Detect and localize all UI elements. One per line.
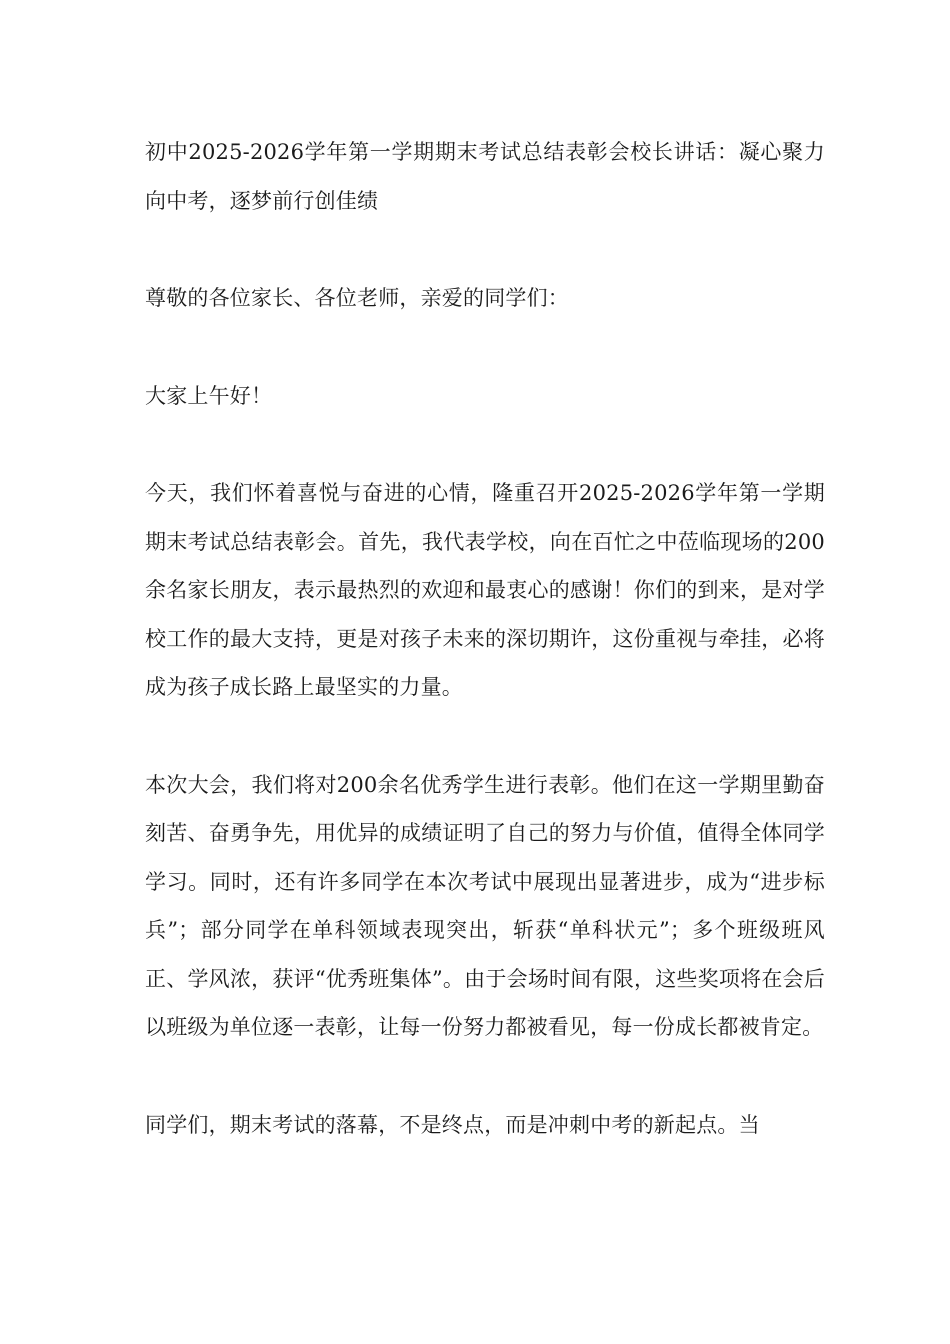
awards-paragraph: 本次大会，我们将对200余名优秀学生进行表彰。他们在这一学期里勤奋刻苦、奋勇争先，用优异的成绩证明了自己的努力与价值，值得全体同学学习。同时，还有许多同学在本次考试中展现出显著进步，成为“进步标兵”；部分同学在单科领域表现突出，斩获“单科状元”；多个班级班风正、学风浓，获评“优秀班集体”。由于会场时间有限，这些奖项将在会后以班级为单位逐一表彰，让每一份努力都被看见，每一份成长都被肯定。 [145, 772, 825, 1039]
closing-paragraph: 同学们，期末考试的落幕，不是终点，而是冲刺中考的新起点。当 [145, 1112, 760, 1137]
document-title: 初中2025-2026学年第一学期期末考试总结表彰会校长讲话：凝心聚力向中考，逐梦前行创佳绩 [145, 140, 825, 213]
salutation-paragraph: 尊敬的各位家长、各位老师，亲爱的同学们： [145, 286, 569, 310]
greeting-paragraph: 大家上午好！ [145, 383, 273, 408]
welcome-paragraph: 今天，我们怀着喜悦与奋进的心情，隆重召开2025-2026学年第一学期期末考试总结表彰会。首先，我代表学校，向在百忙之中莅临现场的200余名家长朋友，表示最热烈的欢迎和最衷心的感谢！你们的到来，是对学校工作的最大支持，更是对孩子未来的深切期许，这份重视与牵挂，必将成为孩子成长路上最坚实的力量。 [145, 481, 825, 699]
document-body [145, 128, 825, 1198]
